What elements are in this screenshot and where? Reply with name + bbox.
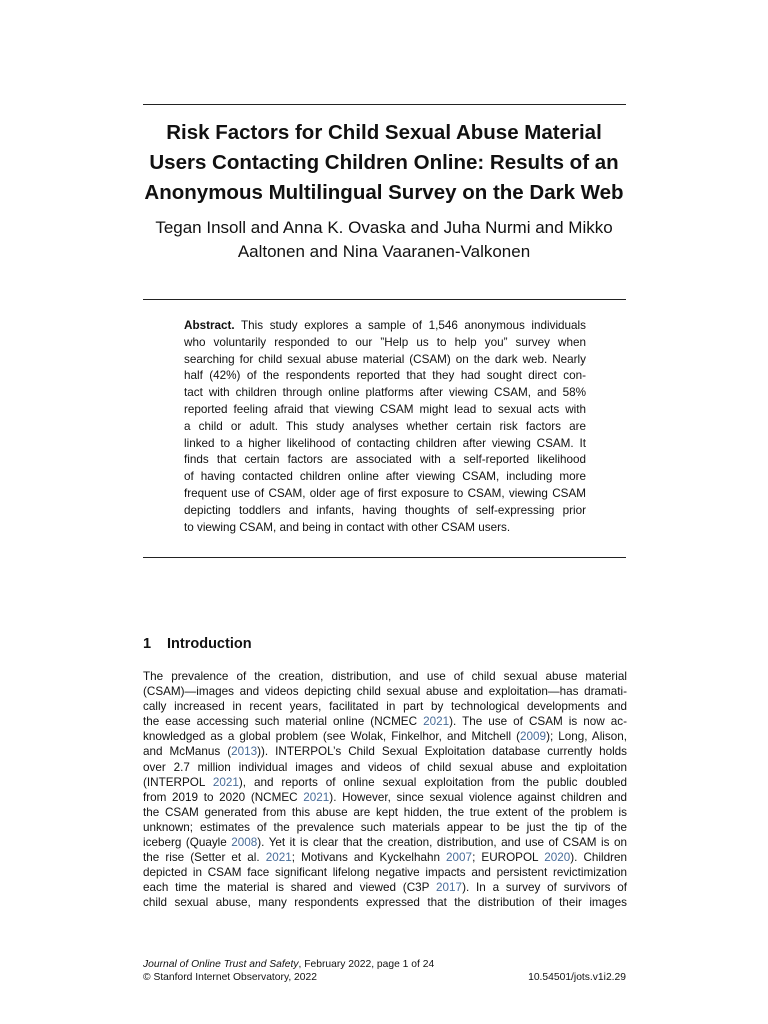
citation-link[interactable]: 2020 (544, 851, 571, 865)
body-text-segment: ). Children (570, 851, 627, 865)
authors-line: Tegan Insoll and Anna K. Ovaska and Juha Nurmi and Mikko (155, 218, 613, 237)
author-list (120, 216, 648, 264)
body-line (143, 880, 627, 895)
body-line: the CSAM generated from this abuse are kept hidden, the true extent of the problem is (143, 805, 627, 819)
body-line: The prevalence of the creation, distribution, and use of child sexual abuse material (143, 670, 627, 683)
abstract-line (184, 318, 586, 335)
citation-link[interactable]: 2009 (520, 730, 547, 744)
body-text-segment: each time the material is shared and viewed (C3P (143, 881, 437, 895)
title-line: Users Contacting Children Online: Results of an (149, 151, 619, 174)
body-text-segment: ; EUROPOL (472, 851, 545, 865)
body-line (143, 775, 627, 790)
abstract-line: who voluntarily responded to our ”Help us to help you” survey when (184, 335, 586, 349)
body-line (143, 835, 627, 850)
abstract-line: to viewing CSAM, and being in contact with other CSAM users. (184, 520, 511, 534)
top-rule (143, 104, 626, 105)
body-text-segment: ). However, since sexual violence against children and (329, 790, 627, 804)
abstract-line: finds that certain factors are associated with a self-reported likelihood (184, 453, 586, 467)
body-text-segment: ). In a survey of survivors of (462, 881, 628, 895)
citation-link[interactable]: 2013 (231, 745, 258, 759)
body-text-segment: the rise (Setter et al. (143, 851, 266, 865)
body-text-segment: and McManus ( (143, 745, 232, 759)
citation-link[interactable]: 2008 (231, 836, 258, 850)
body-line (143, 744, 627, 759)
citation-link[interactable]: 2021 (423, 715, 450, 729)
body-text-segment: ). The use of CSAM is now ac- (449, 715, 627, 729)
section-heading (143, 636, 252, 652)
body-text-segment: ). Yet it is clear that the creation, distribution, and use of CSAM is on (257, 836, 627, 850)
citation-link[interactable]: 2007 (446, 851, 473, 865)
title-line: Risk Factors for Child Sexual Abuse Material (166, 121, 602, 144)
abstract-line: searching for child sexual abuse material (CSAM) on the dark web. Nearly (184, 352, 586, 366)
body-line: unknown; estimates of the prevalence such materials appear to be just the tip of the (143, 820, 627, 834)
body-line (143, 850, 627, 865)
abstract-line: of having contacted children online after viewing CSAM, including more (184, 470, 586, 484)
doi-link[interactable]: 10.54501/jots.v1i2.29 (528, 972, 626, 983)
citation-link[interactable]: 2017 (436, 881, 463, 895)
footer-copyright: © Stanford Internet Observatory, 2022 (143, 972, 317, 983)
body-line: depicted in CSAM face significant lifelong negative impacts and persistent revictimization (143, 866, 627, 880)
body-text-segment: )). INTERPOL’s Child Sexual Exploitation database currently holds (257, 745, 628, 759)
body-line (143, 714, 627, 729)
title-line: Anonymous Multilingual Survey on the Dark Web (144, 181, 624, 204)
body-line (143, 790, 627, 805)
body-text-segment: from 2019 to 2020 (NCMEC (143, 790, 304, 804)
abstract-label: Abstract. (184, 319, 235, 332)
abstract-line: frequent use of CSAM, older age of first exposure to CSAM, viewing CSAM (184, 486, 586, 500)
abstract-bottom-rule (143, 557, 626, 558)
authors-line: Aaltonen and Nina Vaaranen-Valkonen (237, 242, 531, 261)
journal-name: Journal of Online Trust and Safety (143, 959, 299, 970)
body-line: (CSAM)—images and videos depicting child sexual abuse and exploitation—has dramati- (143, 685, 627, 699)
citation-link[interactable]: 2021 (212, 775, 239, 789)
body-text-segment: ; Motivans and Kyckelhahn (291, 851, 447, 865)
body-text-segment: ), and reports of online sexual exploitation from the public doubled (238, 775, 627, 789)
abstract-line: tact with children through online platforms after viewing CSAM, and 58% (184, 386, 586, 400)
body-text-segment: knowledged as a global problem (see Wolak, Finkelhor, and Mitchell ( (143, 730, 521, 744)
body-line: cally increased in recent years, facilitated in part by technological developments and (143, 700, 627, 714)
citation-link[interactable]: 2021 (265, 851, 292, 865)
page-footer (143, 958, 434, 984)
body-line: child sexual abuse, many respondents expressed that the distribution of their images (143, 896, 627, 910)
paper-title (120, 118, 648, 208)
abstract-text: This study explores a sample of 1,546 anonymous individuals (234, 319, 586, 332)
footer-issue: , February 2022, page 1 of 24 (298, 959, 435, 970)
abstract-line: reported feeling afraid that viewing CSAM might lead to sexual acts with (184, 402, 586, 416)
body-paragraph (143, 669, 627, 911)
abstract-top-rule (143, 299, 626, 300)
abstract-line: linked to a higher likelihood of contacting children after viewing CSAM. It (184, 436, 586, 450)
body-text-segment: the ease accessing such material online (NCMEC (143, 715, 424, 729)
body-line (143, 729, 627, 744)
section-title: Introduction (167, 636, 252, 652)
abstract-line: half (42%) of the respondents reported that they had sought direct con- (184, 369, 586, 383)
abstract-line: depicting toddlers and infants, having thoughts of self-expressing prior (184, 503, 586, 517)
body-text-segment: iceberg (Quayle (143, 836, 232, 850)
body-text-segment: (INTERPOL (143, 775, 213, 789)
body-line: over 2.7 million individual images and videos of child sexual abuse and exploitation (143, 760, 627, 774)
footer-citation-line (143, 958, 434, 971)
citation-link[interactable]: 2021 (303, 790, 330, 804)
abstract (184, 318, 586, 536)
abstract-line: a child or adult. This study analyses whether certain risk factors are (184, 419, 586, 433)
section-number: 1 (143, 636, 152, 652)
body-text-segment: ); Long, Alison, (546, 730, 627, 744)
